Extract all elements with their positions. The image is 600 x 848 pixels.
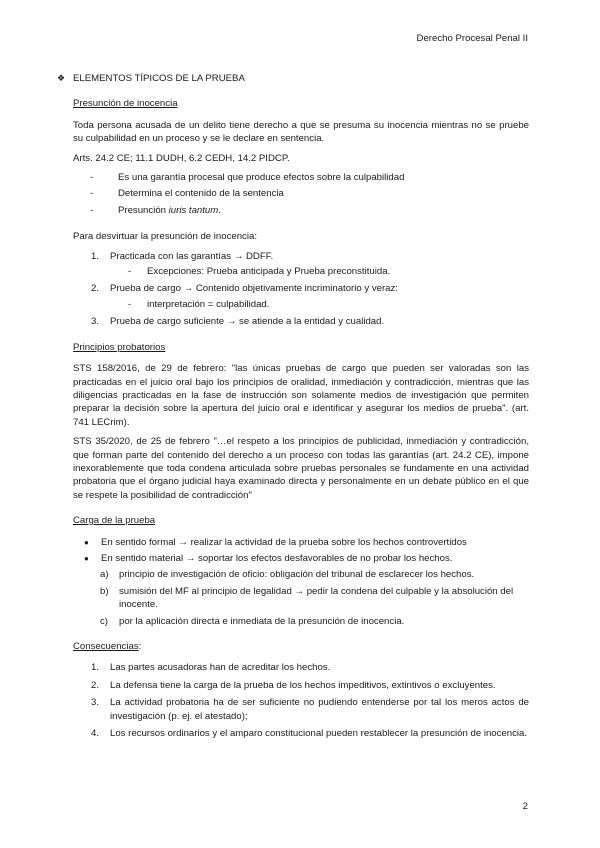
dash-marker: - xyxy=(128,298,132,310)
subsection-title-principios: Principios probatorios xyxy=(73,341,166,353)
paragraph-sts-158: STS 158/2016, de 29 de febrero: "las únicas pruebas de cargo que pueden ser valoradas son las practicadas en el juicio oral bajo los principios de oralidad, inmediación y contradicción, mientras que las diligencias practicadas en la fase de instrucción son solamente medios de investigación que permiten preparar la decisión sobre la apertura del juicio oral e identificar y asegurar los medios de prueba". (art. 741 LECrim). xyxy=(73,363,529,428)
list-item: ● En sentido formal → realizar la actividad de la prueba sobre los hechos controvertidos xyxy=(84,536,467,548)
dash-marker: - xyxy=(90,204,94,216)
list-item: b) sumisión del MF al principio de legalidad → pedir la condena del culpable y la absolución del inocente. xyxy=(100,585,514,611)
list-item: 2. Prueba de cargo → Contenido objetivamente incriminatorio y veraz: - interpretación = culpabilidad. xyxy=(73,282,529,311)
subsection-title-consecuencias: Consecuencias: xyxy=(73,641,142,652)
numbered-list-consecuencias xyxy=(73,661,529,740)
list-item: - Determina el contenido de la sentencia xyxy=(90,188,284,200)
bullet-list-carga xyxy=(73,536,529,566)
list-item: - Es una garantía procesal que produce efectos sobre la culpabilidad xyxy=(90,172,405,184)
list-item: 3. La actividad probatoria ha de ser suficiente no pudiendo entenderse por tal los meros actos de investigación (p. ej. el atestado); xyxy=(91,697,529,722)
dash-marker: - xyxy=(90,172,94,184)
sub-list-item: - interpretación = culpabilidad. xyxy=(128,298,270,310)
list-item: - Presunción iuris tantum. xyxy=(90,204,221,216)
running-header: Derecho Procesal Penal II xyxy=(416,33,528,44)
list-item: 2. La defensa tiene la carga de la prueba de los hechos impeditivos, extintivos o excluyentes. xyxy=(91,679,496,691)
dash-marker: - xyxy=(90,188,94,200)
list-item: 3. Prueba de cargo suficiente → se atiende a la entidad y cualidad. xyxy=(91,316,385,328)
list-item: ● En sentido material → soportar los efectos desfavorables de no probar los hechos. xyxy=(84,552,453,564)
alpha-list-carga xyxy=(73,568,529,628)
list-item: a) principio de investigación de oficio: obligación del tribunal de esclarecer los hechos. xyxy=(100,569,475,581)
section-title-text: ELEMENTOS TÍPICOS DE LA PRUEBA xyxy=(73,73,245,84)
paragraph-presuncion-intro: Toda persona acusada de un delito tiene derecho a que se presuma su inocencia mientras no se pruebe su culpabilidad en un proceso y se le declare en sentencia. xyxy=(73,119,529,145)
numbered-list-desvirtuar xyxy=(73,250,529,329)
paragraph-sts-35: STS 35/2020, de 25 de febrero "…el respeto a los principios de publicidad, inmediación y contradicción, que forman parte del contenido del derecho a un proceso con todas las garantías (art. 24.2 CE), impone inexorablemente que toda condena articulada sobre pruebas personales se fundamente en una actividad probatoria que el órgano judicial haya examinado directa y personalmente en un debate público en el que se respete la posibilidad de contradicción" xyxy=(73,436,529,501)
page-number: 2 xyxy=(522,801,528,812)
bullet-marker: ● xyxy=(84,537,89,547)
document-body xyxy=(57,72,529,744)
list-item: 1. Las partes acusadoras han de acreditar los hechos. xyxy=(91,662,331,674)
paragraph-desvirtuar: Para desvirtuar la presunción de inocencia: xyxy=(73,231,257,243)
dash-marker: - xyxy=(128,266,132,278)
list-item: 1. Practicada con las garantías → DDFF. - Excepciones: Prueba anticipada y Prueba preconstituida. xyxy=(73,250,529,279)
subsection-title-carga: Carga de la prueba xyxy=(73,515,156,527)
list-item: 4. Los recursos ordinarios y el amparo constitucional pueden restablecer la presunción de inocencia. xyxy=(91,728,528,740)
sub-list-item: - Excepciones: Prueba anticipada y Prueba preconstituida. xyxy=(128,266,391,278)
list-item: c) por la aplicación directa e inmediata de la presunción de inocencia. xyxy=(100,615,405,627)
paragraph-arts: Arts. 24.2 CE; 11.1 DUDH, 6.2 CEDH, 14.2 PIDCP. xyxy=(73,152,290,164)
bullet-marker: ● xyxy=(84,553,89,563)
dash-list-presuncion xyxy=(73,171,529,217)
subsection-title-presuncion: Presunción de inocencia xyxy=(73,98,178,110)
section-title xyxy=(57,72,529,85)
diamond-bullet-icon: ❖ xyxy=(57,73,66,83)
